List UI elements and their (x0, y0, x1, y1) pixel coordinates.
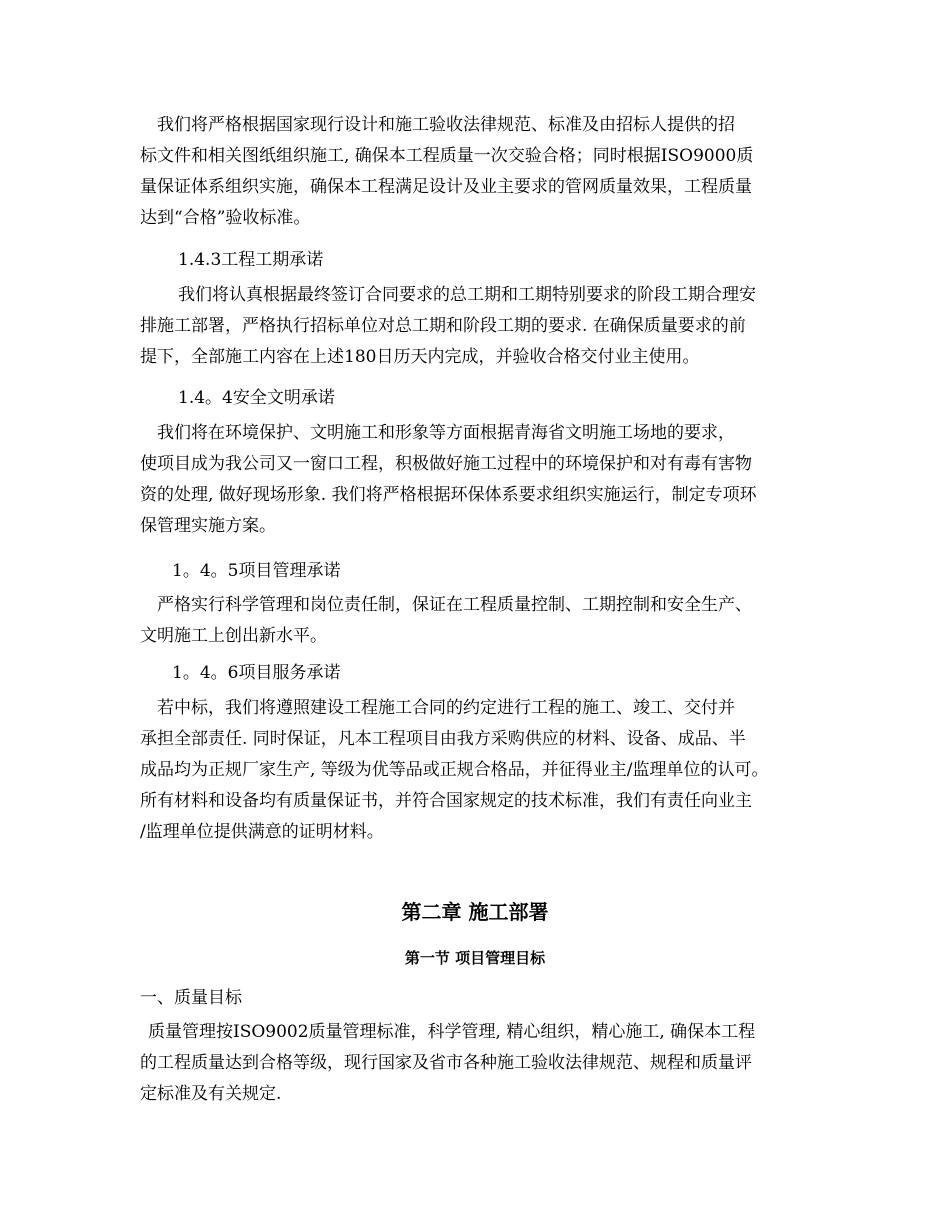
chapter-title: 第二章 施工部署 (401, 900, 549, 924)
text-line: 我们将认真根据最终签订合同要求的总工期和工期特别要求的阶段工期合理安 (178, 285, 756, 305)
quality-goal-heading: 一、质量目标 (140, 988, 242, 1008)
text-line: 达到“合格”验收标准。 (140, 208, 311, 228)
management-commitment-paragraph (140, 590, 812, 652)
text-line: 质量管理按ISO9002质量管理标准，科学管理, 精心组织，精心施工, 确保本工程 (148, 1022, 756, 1042)
safety-commitment-paragraph (140, 418, 812, 542)
text-line: 若中标，我们将遵照建设工程施工合同的约定进行工程的施工、竣工、交付并 (140, 698, 735, 718)
text-line: 成品均为正规厂家生产, 等级为优等品或正规合格品，并征得业主/监理单位的认可。 (140, 760, 769, 780)
text-line: 我们将严格根据国家现行设计和施工验收法律规范、标准及由招标人提供的招 (140, 115, 735, 135)
schedule-commitment-heading: 1.4.3工程工期承诺 (178, 250, 324, 270)
text-line: 的工程质量达到合格等级，现行国家及省市各种施工验收法律规范、规程和质量评 (140, 1053, 752, 1073)
text-line: 标文件和相关图纸组织施工, 确保本工程质量一次交验合格；同时根据ISO9000质 (140, 146, 754, 166)
text-line: /监理单位提供满意的证明材料。 (140, 822, 384, 842)
service-commitment-paragraph (140, 693, 812, 848)
text-line: 保管理实施方案。 (140, 516, 276, 536)
text-line: 提下，全部施工内容在上述180日历天内完成，并验收合格交付业主使用。 (140, 347, 700, 367)
text-line: 资的处理, 做好现场形象. 我们将严格根据环保体系要求组织实施运行，制定专项环 (140, 485, 757, 505)
safety-commitment-heading: 1.4。4安全文明承诺 (178, 388, 335, 408)
section-title: 第一节 项目管理目标 (404, 949, 546, 967)
quality-commitment-paragraph (140, 110, 812, 234)
schedule-commitment-paragraph (140, 280, 812, 373)
text-line: 我们将在环境保护、文明施工和形象等方面根据青海省文明施工场地的要求， (140, 423, 735, 443)
text-line: 承担全部责任. 同时保证，凡本工程项目由我方采购供应的材料、设备、成品、半 (140, 729, 746, 749)
text-line: 排施工部署，严格执行招标单位对总工期和阶段工期的要求. 在确保质量要求的前 (140, 316, 746, 336)
text-line: 使项目成为我公司又一窗口工程，积极做好施工过程中的环境保护和对有毒有害物 (140, 454, 752, 474)
text-line: 量保证体系组织实施，确保本工程满足设计及业主要求的管网质量效果，工程质量 (140, 177, 752, 197)
text-line: 严格实行科学管理和岗位责任制，保证在工程质量控制、工期控制和安全生产、 (140, 595, 752, 615)
management-commitment-heading: 1。4。5项目管理承诺 (172, 561, 341, 581)
quality-goal-paragraph (140, 1017, 812, 1110)
text-line: 文明施工上创出新水平。 (140, 626, 327, 646)
service-commitment-heading: 1。4。6项目服务承诺 (172, 663, 341, 683)
text-line: 定标准及有关规定. (140, 1084, 282, 1104)
text-line: 所有材料和设备均有质量保证书，并符合国家规定的技术标准，我们有责任向业主 (140, 791, 752, 811)
